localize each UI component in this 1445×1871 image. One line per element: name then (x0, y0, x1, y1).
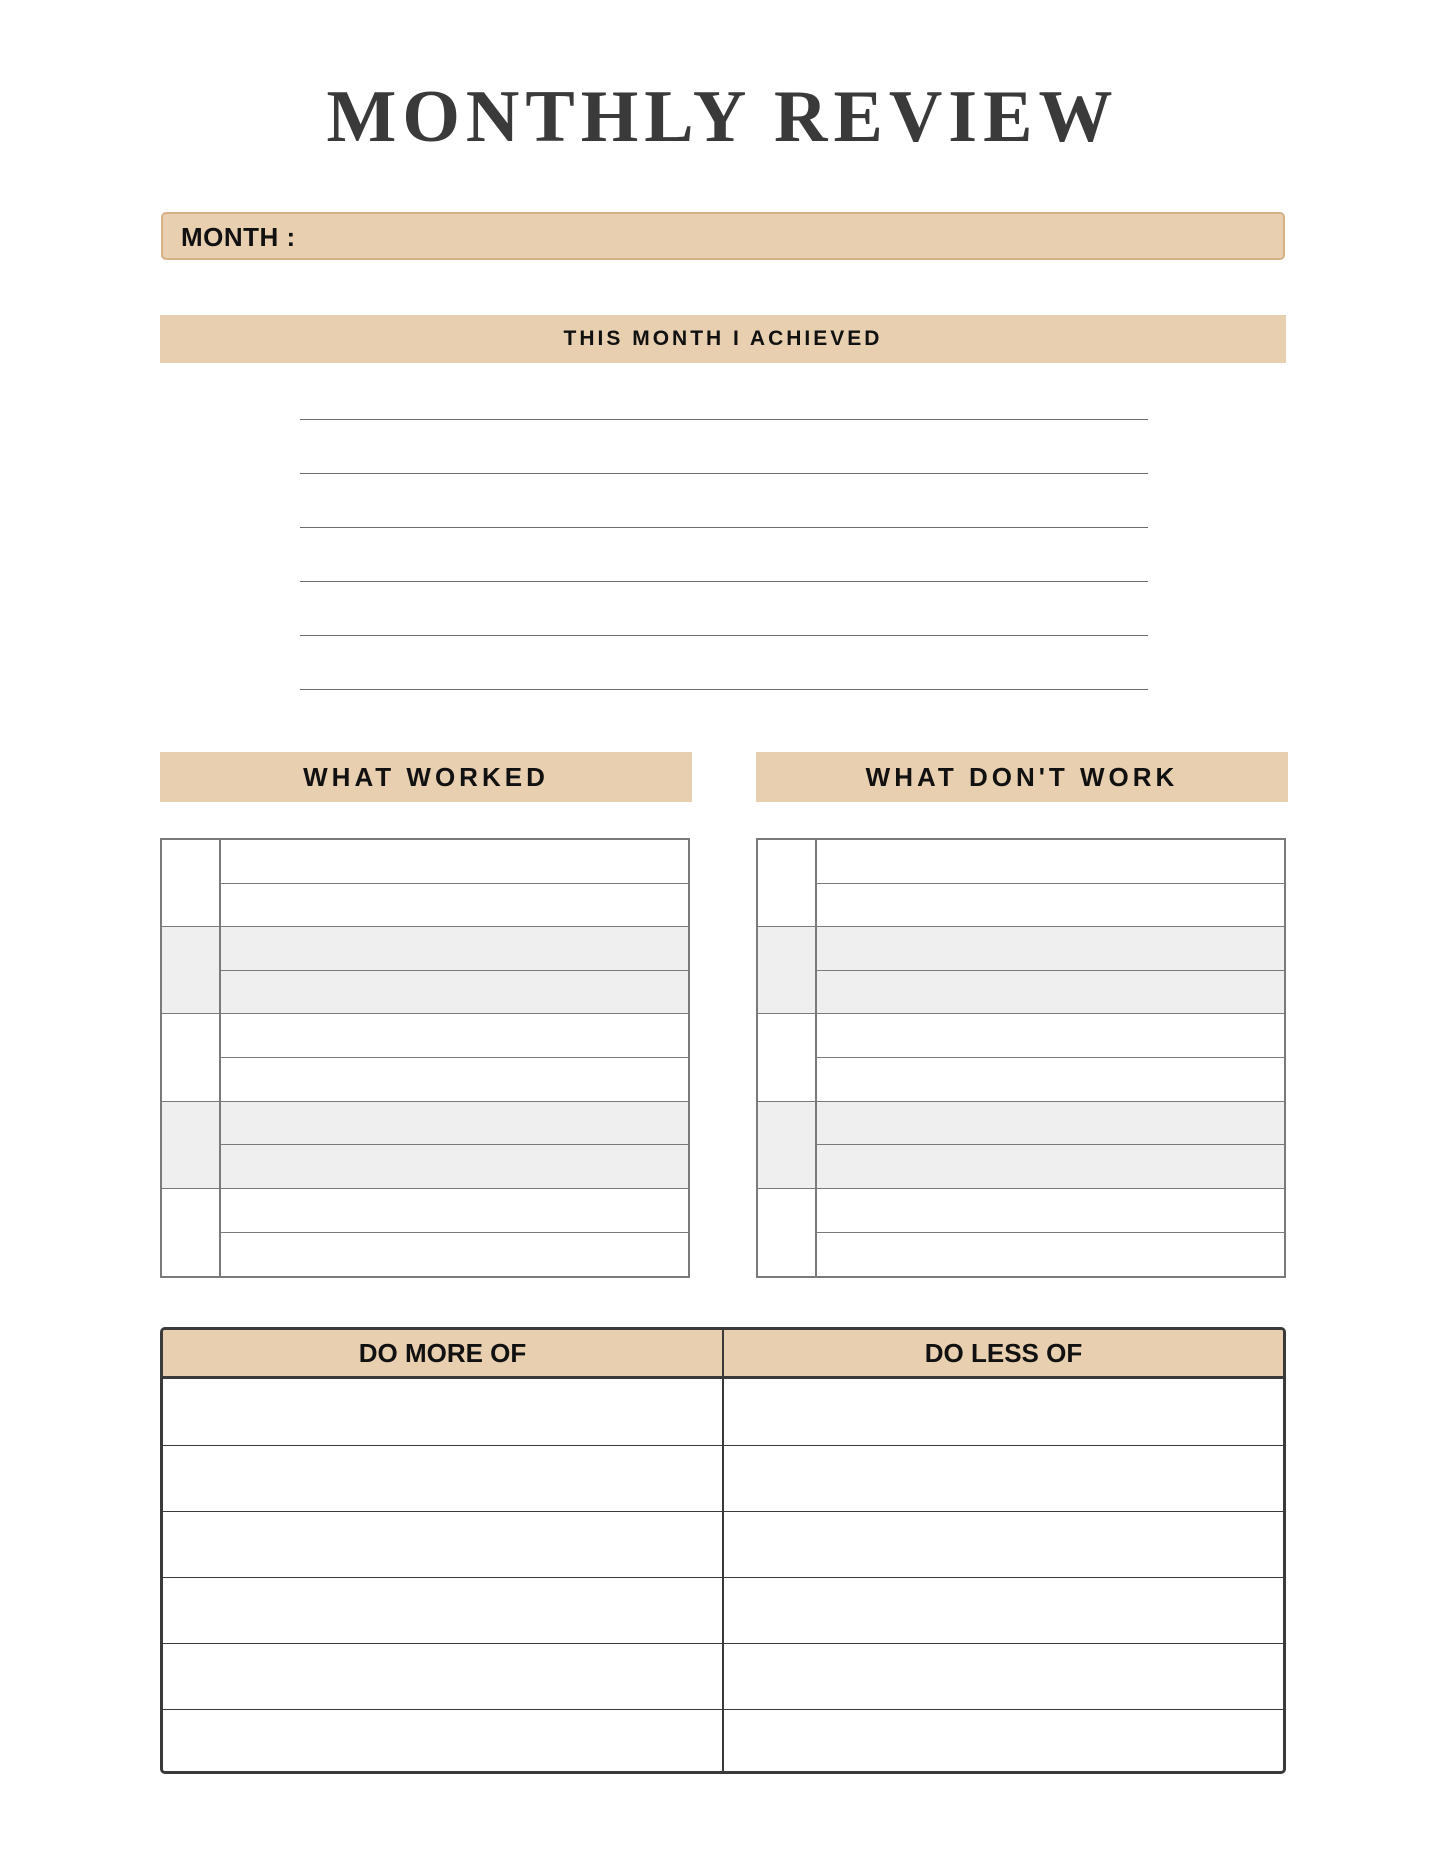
achieved-line[interactable] (300, 581, 1148, 635)
dont-work-entry[interactable] (817, 1102, 1284, 1145)
achieved-line[interactable] (300, 689, 1148, 743)
do-more-of-cell[interactable] (163, 1446, 722, 1511)
month-label: MONTH : (181, 222, 296, 252)
do-less-of-cell[interactable] (722, 1512, 1283, 1577)
do-less-of-cell[interactable] (722, 1644, 1283, 1709)
dont-work-group (758, 1014, 1284, 1101)
do-table-row (163, 1511, 1283, 1577)
dont-work-entry[interactable] (817, 970, 1284, 1014)
worked-entry[interactable] (221, 1232, 688, 1276)
what-dont-work-heading: WHAT DON'T WORK (756, 752, 1288, 802)
worked-entry[interactable] (221, 1102, 688, 1145)
dont-work-number-cell[interactable] (758, 1014, 817, 1100)
worked-number-cell[interactable] (162, 927, 221, 1013)
worked-entry[interactable] (221, 1014, 688, 1057)
do-less-of-cell[interactable] (722, 1710, 1283, 1774)
what-worked-grid (160, 838, 690, 1278)
achieved-line[interactable] (300, 473, 1148, 527)
worked-entry[interactable] (221, 927, 688, 970)
do-more-less-table (160, 1327, 1286, 1774)
do-table-header (163, 1330, 1283, 1379)
worked-group (162, 1014, 688, 1101)
worked-group (162, 1102, 688, 1189)
dont-work-group (758, 1189, 1284, 1276)
do-less-of-cell[interactable] (722, 1446, 1283, 1511)
do-more-of-cell[interactable] (163, 1710, 722, 1774)
dont-work-entry[interactable] (817, 883, 1284, 927)
worked-group (162, 927, 688, 1014)
dont-work-number-cell[interactable] (758, 1189, 817, 1276)
dont-work-entry[interactable] (817, 840, 1284, 883)
worked-number-cell[interactable] (162, 840, 221, 926)
dont-work-number-cell[interactable] (758, 840, 817, 926)
month-field[interactable] (161, 212, 1285, 260)
worked-entry[interactable] (221, 883, 688, 927)
dont-work-entry[interactable] (817, 1144, 1284, 1188)
do-table-row (163, 1445, 1283, 1511)
do-more-of-cell[interactable] (163, 1379, 722, 1445)
what-worked-heading: WHAT WORKED (160, 752, 692, 802)
do-more-of-cell[interactable] (163, 1512, 722, 1577)
worked-entry[interactable] (221, 1144, 688, 1188)
do-less-of-heading: DO LESS OF (722, 1330, 1283, 1376)
do-table-row (163, 1577, 1283, 1643)
do-table-row (163, 1709, 1283, 1774)
worked-entry[interactable] (221, 1189, 688, 1232)
dont-work-group (758, 1102, 1284, 1189)
achieved-heading: THIS MONTH I ACHIEVED (160, 315, 1286, 363)
worked-number-cell[interactable] (162, 1189, 221, 1276)
worked-number-cell[interactable] (162, 1014, 221, 1100)
achieved-lines (300, 419, 1148, 743)
dont-work-group (758, 840, 1284, 927)
dont-work-entry[interactable] (817, 1189, 1284, 1232)
what-dont-work-grid (756, 838, 1286, 1278)
dont-work-group (758, 927, 1284, 1014)
page-title: MONTHLY REVIEW (326, 76, 1119, 158)
do-less-of-cell[interactable] (722, 1379, 1283, 1445)
dont-work-entry[interactable] (817, 1014, 1284, 1057)
dont-work-number-cell[interactable] (758, 927, 817, 1013)
do-more-of-cell[interactable] (163, 1644, 722, 1709)
do-table-row (163, 1643, 1283, 1709)
dont-work-entry[interactable] (817, 1057, 1284, 1101)
worked-group (162, 1189, 688, 1276)
do-less-of-cell[interactable] (722, 1578, 1283, 1643)
dont-work-entry[interactable] (817, 927, 1284, 970)
worked-group (162, 840, 688, 927)
dont-work-entry[interactable] (817, 1232, 1284, 1276)
do-more-of-cell[interactable] (163, 1578, 722, 1643)
do-table-row (163, 1379, 1283, 1445)
worked-entry[interactable] (221, 840, 688, 883)
worked-number-cell[interactable] (162, 1102, 221, 1188)
achieved-line[interactable] (300, 635, 1148, 689)
do-more-of-heading: DO MORE OF (358, 1338, 527, 1368)
worked-entry[interactable] (221, 970, 688, 1014)
achieved-line[interactable] (300, 527, 1148, 581)
dont-work-number-cell[interactable] (758, 1102, 817, 1188)
achieved-line[interactable] (300, 419, 1148, 473)
worked-entry[interactable] (221, 1057, 688, 1101)
